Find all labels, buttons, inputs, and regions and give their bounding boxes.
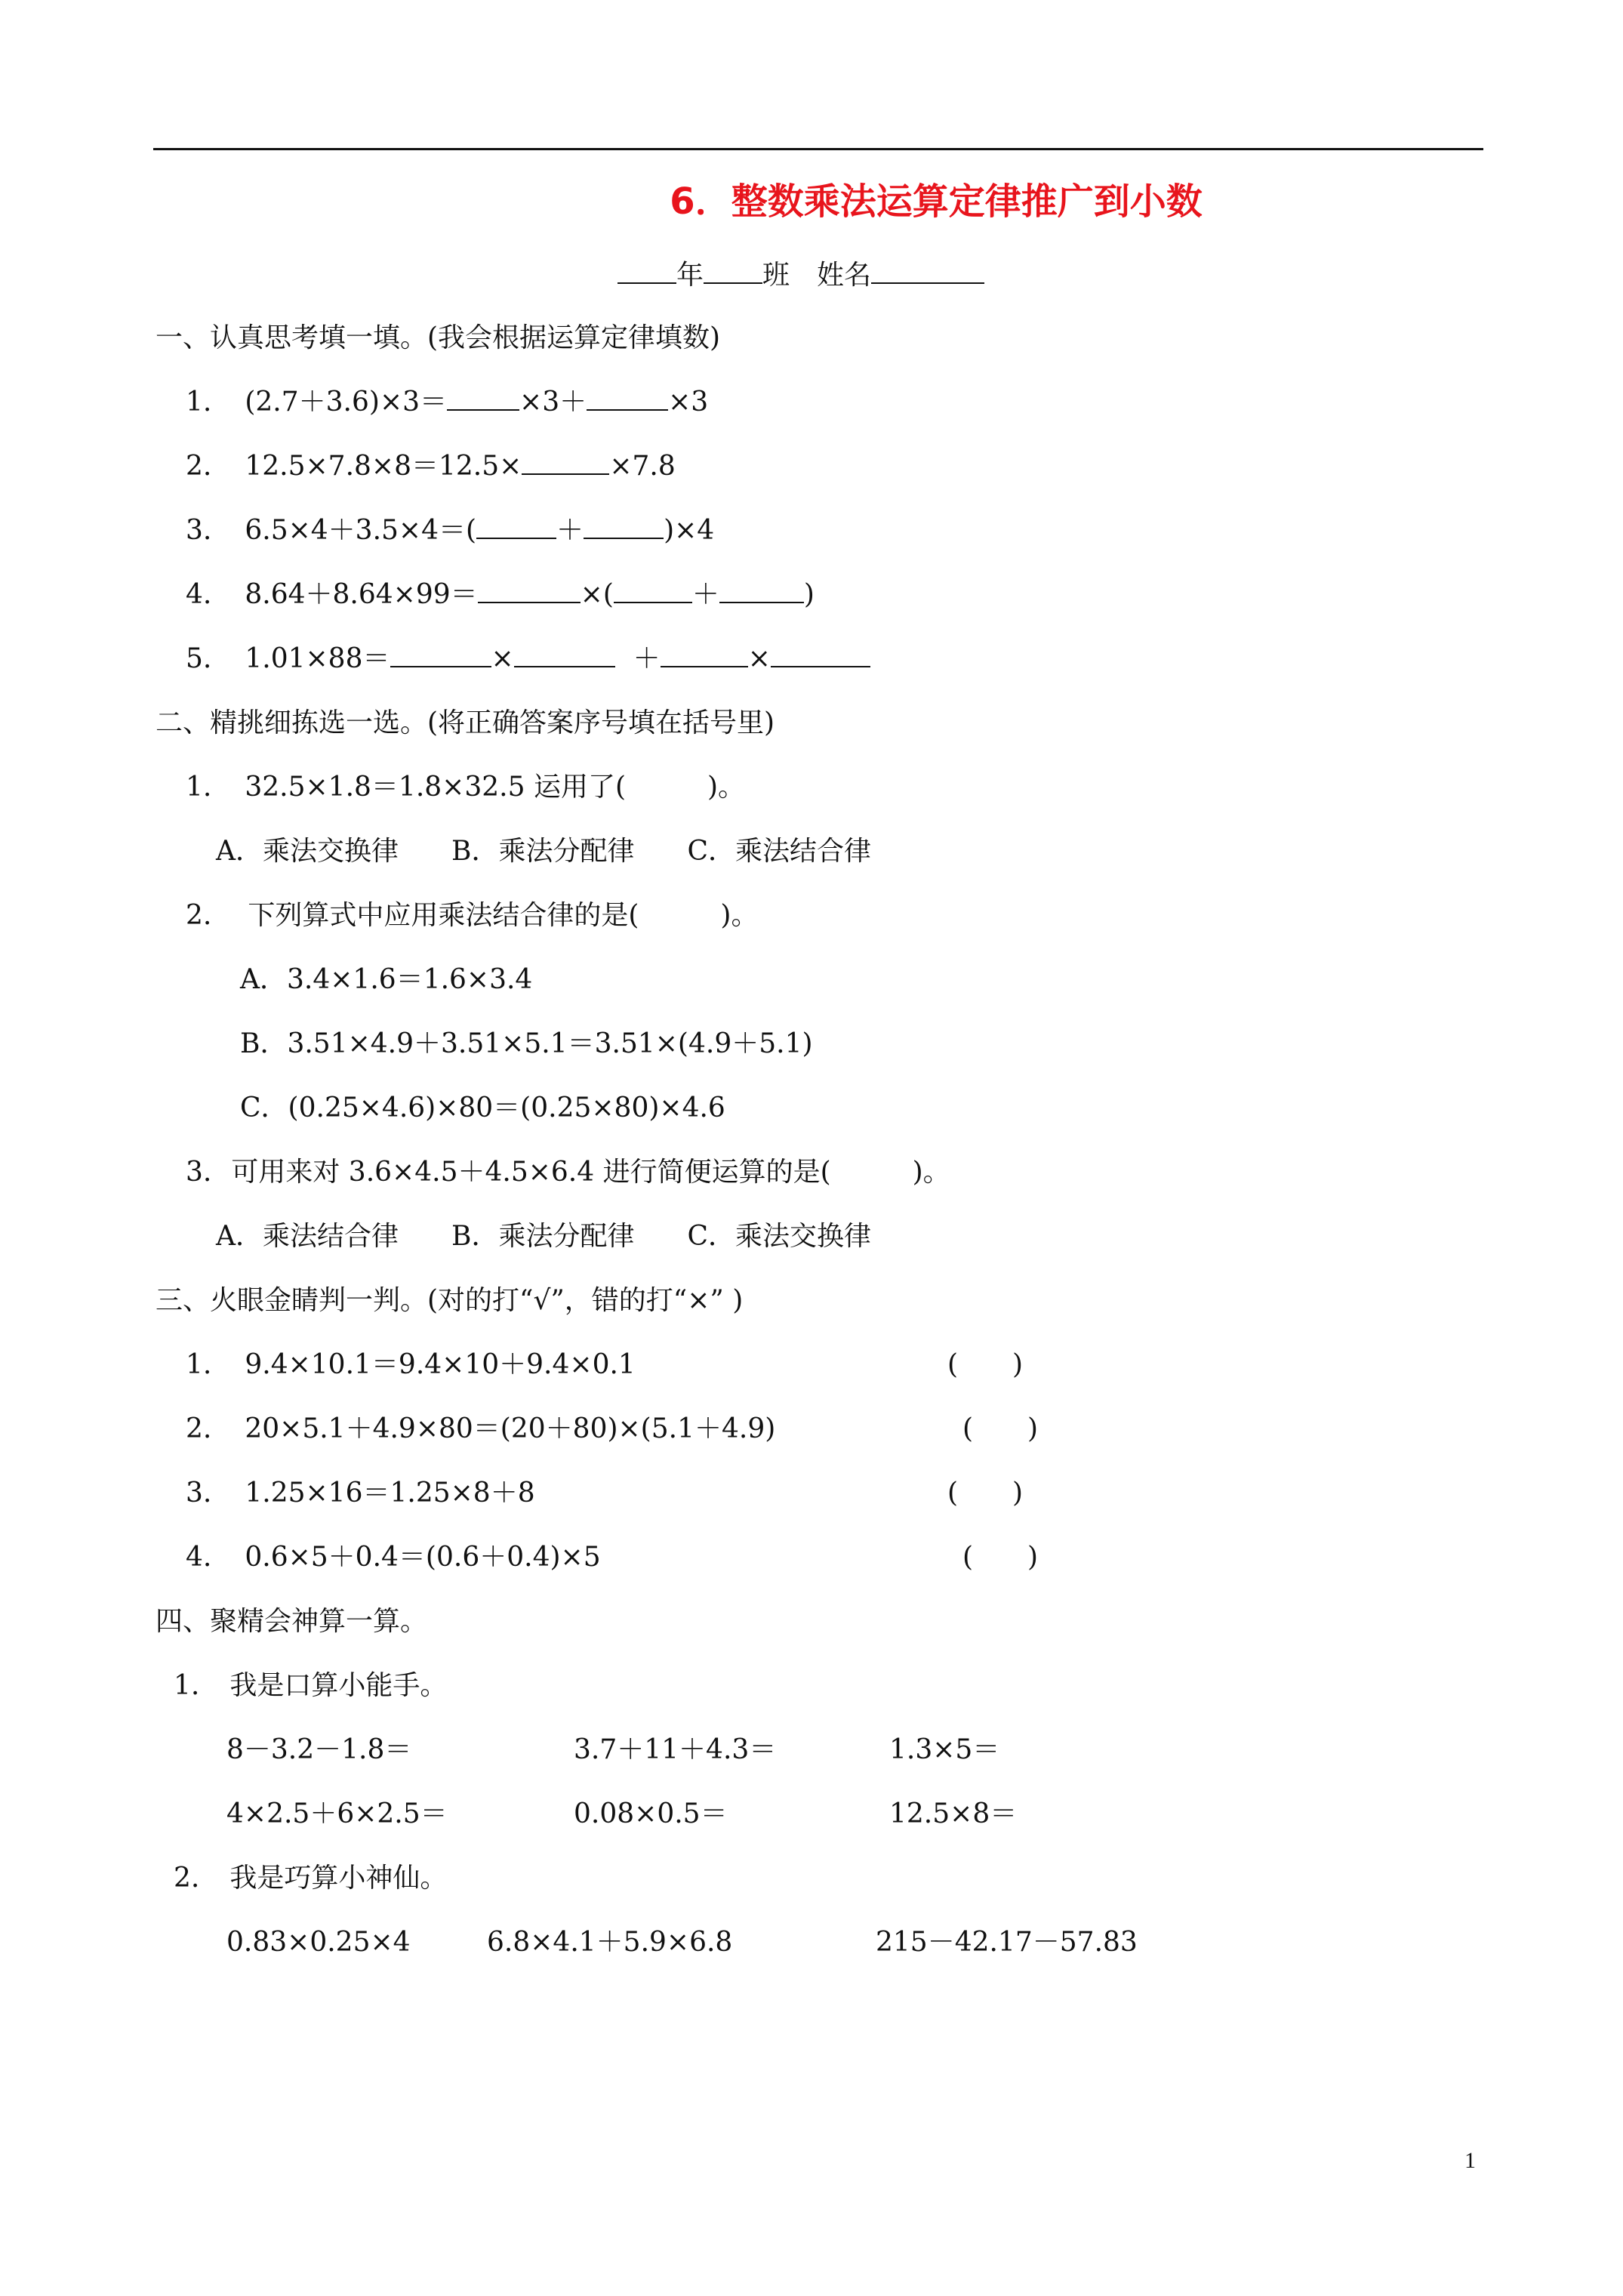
mental-calc-6: 12.5×8＝ [889, 1798, 1018, 1829]
question-number: 1. [186, 772, 212, 803]
answer-blank[interactable] [447, 385, 519, 411]
grade-label: 年 [676, 260, 704, 291]
s2-q2-option-a[interactable]: A．3.4×1.6＝1.6×3.4 [240, 964, 533, 995]
question-number: 2. [174, 1863, 200, 1894]
question-number: 4. [186, 1542, 212, 1573]
answer-blank[interactable] [514, 642, 615, 667]
option-b[interactable]: B．乘法分配律 [451, 836, 635, 867]
page-number: 1 [1464, 2148, 1476, 2173]
s4-part-1: 1. 我是口算小能手。 [174, 1670, 448, 1701]
grade-blank[interactable] [617, 258, 676, 284]
header-rule [153, 148, 1483, 150]
section4-heading: 四、聚精会神算一算。 [156, 1606, 428, 1637]
smart-calc-3: 215－42.17－57.83 [876, 1927, 1138, 1958]
mental-calc-2: 3.7＋11＋4.3＝ [574, 1734, 777, 1765]
answer-blank[interactable] [522, 449, 609, 475]
s3-item-3: 3. 1.25×16＝1.25×8＋8 [186, 1478, 535, 1509]
question-number: 2. [186, 1413, 212, 1444]
judge-paren[interactable]: ( ) [947, 1349, 1024, 1380]
s1-question-2: 2. 12.5×7.8×8＝12.5× ×7.8 [186, 451, 676, 482]
question-number: 2. [186, 900, 212, 931]
option-a[interactable]: A．乘法交换律 [216, 836, 399, 867]
s2-q2-option-c[interactable]: C．(0.25×4.6)×80＝(0.25×80)×4.6 [240, 1093, 725, 1123]
section2-heading: 二、精挑细拣选一选。(将正确答案序号填在括号里) [156, 707, 775, 738]
option-c[interactable]: C．乘法结合律 [687, 836, 872, 867]
question-number: 3. [186, 1157, 212, 1188]
s4-part-2: 2. 我是巧算小神仙。 [174, 1863, 448, 1894]
answer-blank[interactable] [661, 642, 748, 667]
mental-calc-1: 8－3.2－1.8＝ [226, 1734, 412, 1765]
answer-blank[interactable] [614, 578, 692, 603]
answer-blank[interactable] [476, 513, 556, 539]
answer-blank[interactable] [771, 642, 870, 667]
question-number: 3. [186, 515, 212, 546]
answer-blank[interactable] [478, 578, 581, 603]
s1-question-1: 1. (2.7＋3.6)×3＝ ×3＋ ×3 [186, 387, 709, 418]
s1-question-3: 3. 6.5×4＋3.5×4＝( ＋ )×4 [186, 515, 715, 546]
name-blank[interactable] [871, 258, 984, 284]
s2-question-3: 3. 可用来对 3.6×4.5＋4.5×6.4 进行简便运算的是( )。 [186, 1157, 950, 1188]
question-number: 4. [186, 579, 212, 610]
judge-paren[interactable]: ( ) [947, 1478, 1024, 1509]
s3-item-2: 2. 20×5.1＋4.9×80＝(20＋80)×(5.1＋4.9) [186, 1413, 776, 1444]
s2-q3-options [216, 1219, 871, 1254]
s2-question-2: 2. 下列算式中应用乘法结合律的是( )。 [186, 900, 759, 931]
s1-question-4: 4. 8.64＋8.64×99＝ ×( ＋ ) [186, 579, 815, 610]
student-info [617, 258, 984, 293]
s2-q2-option-b[interactable]: B．3.51×4.9＋3.51×5.1＝3.51×(4.9＋5.1) [240, 1028, 813, 1059]
judge-paren[interactable]: ( ) [962, 1413, 1039, 1444]
answer-blank[interactable] [719, 578, 804, 603]
answer-blank[interactable] [584, 513, 664, 539]
question-number: 2. [186, 451, 212, 482]
question-number: 5. [186, 643, 212, 674]
mental-calc-5: 0.08×0.5＝ [574, 1798, 728, 1829]
option-c[interactable]: C．乘法交换律 [687, 1221, 872, 1252]
question-number: 1. [186, 387, 212, 418]
mental-calc-4: 4×2.5＋6×2.5＝ [226, 1798, 448, 1829]
question-number: 3. [186, 1478, 212, 1509]
page-title: 6．整数乘法运算定律推广到小数 [670, 180, 1203, 223]
s2-q1-options [216, 834, 871, 869]
question-number: 1. [186, 1349, 212, 1380]
option-b[interactable]: B．乘法分配律 [451, 1221, 635, 1252]
section3-heading: 三、火眼金睛判一判。(对的打“√”，错的打“×” ) [156, 1285, 744, 1316]
answer-blank[interactable] [390, 642, 491, 667]
mental-calc-3: 1.3×5＝ [889, 1734, 1000, 1765]
s3-item-4: 4. 0.6×5＋0.4＝(0.6＋0.4)×5 [186, 1542, 601, 1573]
class-label: 班 [762, 260, 790, 291]
judge-paren[interactable]: ( ) [962, 1542, 1039, 1573]
name-label: 姓名 [817, 260, 872, 291]
section1-heading: 一、认真思考填一填。(我会根据运算定律填数) [156, 322, 721, 353]
s1-question-5: 5. 1.01×88＝ × ＋ × [186, 642, 870, 676]
s2-question-1: 1. 32.5×1.8＝1.8×32.5 运用了( )。 [186, 772, 746, 803]
answer-blank[interactable] [587, 385, 668, 411]
option-a[interactable]: A．乘法结合律 [216, 1221, 399, 1252]
s3-item-1: 1. 9.4×10.1＝9.4×10＋9.4×0.1 [186, 1349, 636, 1380]
class-blank[interactable] [704, 258, 762, 284]
smart-calc-2: 6.8×4.1＋5.9×6.8 [487, 1927, 733, 1958]
smart-calc-1: 0.83×0.25×4 [226, 1927, 411, 1958]
question-number: 1. [174, 1670, 200, 1701]
